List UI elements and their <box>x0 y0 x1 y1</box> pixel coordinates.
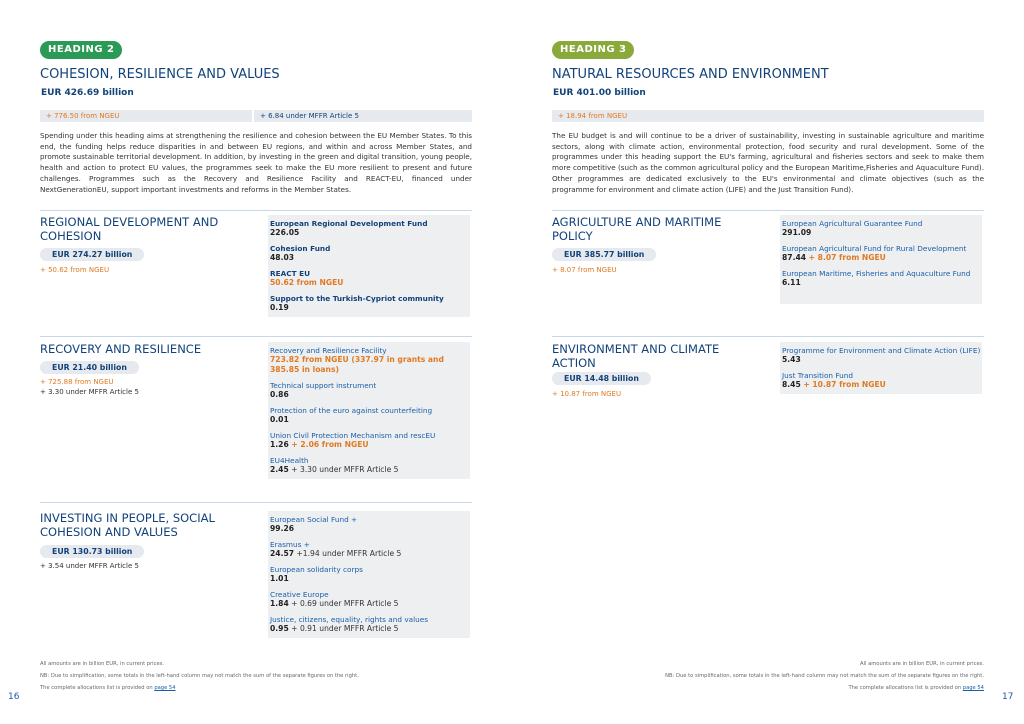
footnote: NB: Due to simplification, some totals in the left-hand column may not match the sum of the separate figures on the right. <box>665 673 984 679</box>
programme-item <box>270 219 470 238</box>
programme-item <box>270 381 470 400</box>
programme-value: 291.09 <box>782 228 812 237</box>
section-title: ENVIRONMENT AND CLIMATE ACTION <box>552 342 720 370</box>
programme-item <box>270 346 470 375</box>
programme-addition: + 3.30 under MFFR Article 5 <box>288 465 399 474</box>
programme-name: Support to the Turkish-Cypriot community <box>270 294 444 303</box>
extra-line: + 10.87 from NGEU <box>552 390 622 398</box>
section-title: INVESTING IN PEOPLE, SOCIAL COHESION AND VALUES <box>40 511 215 539</box>
divider <box>552 210 984 211</box>
programme-item <box>270 269 470 288</box>
programme-item <box>270 540 470 559</box>
programme-item <box>270 244 470 263</box>
programme-value: 0.95 <box>270 624 289 633</box>
ngeu-segment: + 776.50 from NGEU <box>40 110 252 122</box>
programme-value: 48.03 <box>270 253 295 262</box>
ngeu-bar <box>40 110 472 122</box>
heading-amount: EUR 401.00 billion <box>553 88 646 98</box>
page-link[interactable]: page 54 <box>962 685 984 691</box>
programme-item <box>270 456 470 475</box>
programme-value: 0.86 <box>270 390 289 399</box>
programme-box <box>780 342 982 394</box>
programme-item <box>270 590 470 609</box>
section-amount: EUR 385.77 billion <box>552 248 656 261</box>
programme-name: Erasmus + <box>270 540 310 549</box>
ngeu-segment: + 18.94 from NGEU <box>552 110 984 122</box>
heading-amount: EUR 426.69 billion <box>41 88 134 98</box>
heading-title: NATURAL RESOURCES AND ENVIRONMENT <box>552 67 829 82</box>
programme-addition: +1.94 under MFFR Article 5 <box>294 549 402 558</box>
programme-item <box>270 406 470 425</box>
ngeu-bar <box>552 110 984 122</box>
left-page <box>40 0 472 724</box>
section-title: RECOVERY AND RESILIENCE <box>40 342 202 356</box>
extra-line: + 3.30 under MFFR Article 5 <box>40 388 139 396</box>
footnote: The complete allocations list is provided on page 54 <box>848 685 984 691</box>
programme-box <box>268 511 470 638</box>
extra-line: + 3.54 under MFFR Article 5 <box>40 562 139 570</box>
programme-name: Justice, citizens, equality, rights and values <box>270 615 429 624</box>
divider <box>40 502 472 503</box>
programme-value: 1.84 <box>270 599 289 608</box>
programme-item <box>782 346 982 365</box>
page-number: 17 <box>1002 692 1014 702</box>
footnote: The complete allocations list is provided on page 54 <box>40 685 176 691</box>
section-title: AGRICULTURE AND MARITIME POLICY <box>552 215 722 243</box>
section-extras <box>40 265 109 275</box>
extra-line: + 50.62 from NGEU <box>40 266 110 274</box>
programme-name: REACT EU <box>270 269 311 278</box>
programme-value: 5.43 <box>782 355 801 364</box>
programme-addition: + 8.07 from NGEU <box>806 253 886 262</box>
extra-line: + 725.88 from NGEU <box>40 378 114 386</box>
section-extras <box>552 265 617 275</box>
programme-value: 1.01 <box>270 574 289 583</box>
programme-name: Recovery and Resilience Facility <box>270 346 387 355</box>
programme-name: Creative Europe <box>270 590 329 599</box>
heading-badge: HEADING 2 <box>40 41 122 59</box>
programme-item <box>782 269 982 288</box>
programme-value: 2.45 <box>270 465 289 474</box>
programme-value: 0.19 <box>270 303 289 312</box>
programme-value: 50.62 from NGEU <box>270 278 344 287</box>
footnote: All amounts are in billion EUR, in current prices. <box>859 661 984 667</box>
programme-box <box>268 215 470 317</box>
section-extras <box>552 389 621 399</box>
programme-name: Just Transition Fund <box>782 371 854 380</box>
right-page <box>552 0 984 724</box>
section-title: REGIONAL DEVELOPMENT AND COHESION <box>40 215 219 243</box>
programme-value: 1.26 <box>270 440 289 449</box>
programme-name: European Regional Development Fund <box>270 219 428 228</box>
programme-value: 99.26 <box>270 524 295 533</box>
programme-item <box>270 565 470 584</box>
programme-value: 226.05 <box>270 228 300 237</box>
section-amount: EUR 14.48 billion <box>552 372 651 385</box>
footnotes <box>552 658 984 694</box>
divider <box>552 336 984 337</box>
programme-value: 0.01 <box>270 415 289 424</box>
section-amount: EUR 21.40 billion <box>40 361 139 374</box>
section-extras <box>40 377 139 397</box>
footnote: NB: Due to simplification, some totals in the left-hand column may not match the sum of the separate figures on the right. <box>40 673 359 679</box>
programme-addition: + 2.06 from NGEU <box>288 440 369 449</box>
page-number: 16 <box>8 692 20 702</box>
section-amount: EUR 274.27 billion <box>40 248 144 261</box>
programme-name: Cohesion Fund <box>270 244 331 253</box>
programme-name: EU4Health <box>270 456 309 465</box>
programme-item <box>270 431 470 450</box>
programme-name: European Social Fund + <box>270 515 358 524</box>
section-extras <box>40 561 139 571</box>
programme-name: European solidarity corps <box>270 565 363 574</box>
programme-addition: + 10.87 from NGEU <box>800 380 886 389</box>
heading-title: COHESION, RESILIENCE AND VALUES <box>40 67 280 82</box>
programme-value: 8.45 <box>782 380 801 389</box>
programme-value: 723.82 from NGEU (337.97 in grants and 385.85 in loans) <box>270 355 444 374</box>
programme-addition: + 0.91 under MFFR Article 5 <box>288 624 399 633</box>
programme-name: European Agricultural Guarantee Fund <box>782 219 923 228</box>
programme-addition: + 0.69 under MFFR Article 5 <box>288 599 399 608</box>
programme-value: 24.57 <box>270 549 295 558</box>
programme-item <box>782 219 982 238</box>
programme-name: Technical support instrument <box>270 381 377 390</box>
programme-name: Programme for Environment and Climate Action (LIFE) <box>782 346 981 355</box>
programme-box <box>780 215 982 304</box>
programme-name: European Maritime, Fisheries and Aquaculture Fund <box>782 269 971 278</box>
programme-item <box>270 615 470 634</box>
programme-value: 87.44 <box>782 253 807 262</box>
programme-box <box>268 342 470 479</box>
programme-item <box>270 294 470 313</box>
programme-value: 6.11 <box>782 278 801 287</box>
programme-name: Protection of the euro against counterfeiting <box>270 406 433 415</box>
programme-item <box>782 244 982 263</box>
footnote: All amounts are in billion EUR, in current prices. <box>40 661 165 667</box>
programme-item <box>782 371 982 390</box>
extra-line: + 8.07 from NGEU <box>552 266 617 274</box>
divider <box>40 336 472 337</box>
divider <box>40 210 472 211</box>
intro-text: Spending under this heading aims at strengthening the resilience and cohesion between the EU Member States. To this end, the funding helps reduce disparities in and between EU regions, and within and across Member States, and promote sustainable territorial development. In addition, by investing in the green and digital transition, young people, health and action to protect EU values, the programmes seek to make the EU more resilient to present and future challenges. Programmes such as the Recovery and Resilience Facility and REACT-EU, financed under NextGenerationEU, support important investments and reforms in the Member States. <box>40 131 472 194</box>
programme-name: Union Civil Protection Mechanism and rescEU <box>270 431 436 440</box>
programme-name: European Agricultural Fund for Rural Development <box>782 244 967 253</box>
programme-item <box>270 515 470 534</box>
mffr-segment: + 6.84 under MFFR Article 5 <box>254 110 472 122</box>
intro-text: The EU budget is and will continue to be a driver of sustainability, investing in sustainable agriculture and maritime sectors, along with climate action, environmental protection, food security and rural development. Some of the programmes under this heading support the EU's farming, agricultural and fisheries sectors and seek to make them more competitive (such as the common agricultural policy and the European Maritime,Fisheries and Aquaculture Fund). Other programmes are dedicated exclusively to the EU's environmental and climate objectives (such as the programme for environment and climate action (LIFE) and the Just Transition Fund). <box>552 131 984 194</box>
footnotes <box>40 658 359 694</box>
page-link[interactable]: page 54 <box>154 685 176 691</box>
section-amount: EUR 130.73 billion <box>40 545 144 558</box>
heading-badge: HEADING 3 <box>552 41 634 59</box>
